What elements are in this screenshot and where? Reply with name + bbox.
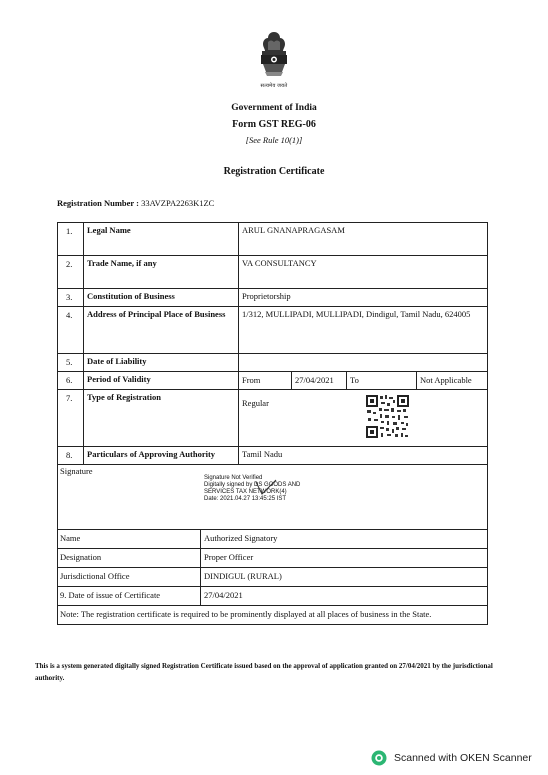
qr-code-icon xyxy=(365,394,410,439)
registration-number-value: 33AVZPA2263K1ZC xyxy=(141,198,215,208)
signature-date: Date: 2021.04.27 13:45:25 IST xyxy=(204,496,287,502)
signature-block xyxy=(58,464,487,530)
row-value: ARUL GNANAPRAGASAM xyxy=(242,225,345,235)
row-number: 2. xyxy=(58,256,84,288)
validity-from-label: From xyxy=(239,372,292,389)
row-label: Trade Name, if any xyxy=(84,256,239,288)
signature-signer-org: SERVICES TAX NETWORK(4) xyxy=(204,489,287,495)
row-label: Jurisdictional Office xyxy=(58,568,201,586)
row-number: 5. xyxy=(58,354,84,371)
certificate-title: Registration Certificate xyxy=(223,166,325,177)
row-label: Name xyxy=(58,530,201,548)
registration-number xyxy=(57,198,214,208)
row-value: Proper Officer xyxy=(204,552,254,562)
row-value: Tamil Nadu xyxy=(242,449,283,459)
ashoka-emblem-icon xyxy=(254,30,294,86)
scanner-watermark-text: Scanned with OKEN Scanner xyxy=(394,752,532,764)
form-title: Form GST REG-06 xyxy=(232,119,316,130)
rule-reference: [See Rule 10(1)] xyxy=(245,135,303,145)
signature-table xyxy=(57,464,488,625)
row-label: Particulars of Approving Authority xyxy=(84,447,239,464)
row-number: 8. xyxy=(58,447,84,464)
row-label: Constitution of Business xyxy=(84,289,239,306)
signature-signer: Digitally signed by DS GOODS AND xyxy=(204,482,301,488)
table-row xyxy=(58,372,487,390)
row-number: 4. xyxy=(58,307,84,353)
scanner-watermark xyxy=(371,750,532,766)
signature-label: Signature xyxy=(60,466,93,476)
validity-cells xyxy=(239,372,487,389)
row-value: VA CONSULTANCY xyxy=(242,258,317,268)
row-value xyxy=(239,354,487,371)
row-number: 1. xyxy=(58,223,84,255)
row-label: Period of Validity xyxy=(84,372,239,389)
row-label: Legal Name xyxy=(84,223,239,255)
table-row xyxy=(58,549,487,568)
display-note: Note: The registration certificate is required to be prominently displayed at all places of business in the State. xyxy=(60,609,432,619)
table-row xyxy=(58,354,487,372)
details-table xyxy=(57,222,488,465)
validity-to-label: To xyxy=(347,372,417,389)
validity-to-value: Not Applicable xyxy=(420,375,472,385)
emblem-caption: सत्यमेव जयते xyxy=(260,84,288,89)
row-number: 3. xyxy=(58,289,84,306)
row-value: 1/312, MULLIPADI, MULLIPADI, Dindigul, Tamil Nadu, 624005 xyxy=(242,309,471,319)
table-row xyxy=(58,587,487,606)
row-label: Designation xyxy=(58,549,201,567)
row-value: Regular xyxy=(242,398,269,408)
table-row xyxy=(58,447,487,464)
validity-from-value: 27/04/2021 xyxy=(292,372,347,389)
row-label: Address of Principal Place of Business xyxy=(84,307,239,353)
table-row xyxy=(58,289,487,307)
row-value: DINDIGUL (RURAL) xyxy=(204,571,282,581)
row-label: Date of Liability xyxy=(84,354,239,371)
signature-status: Signature Not Verified xyxy=(204,475,263,481)
table-row xyxy=(58,390,487,447)
row-value: 27/04/2021 xyxy=(204,590,243,600)
table-row xyxy=(58,530,487,549)
row-number: 6. xyxy=(58,372,84,389)
table-row xyxy=(58,307,487,354)
row-value: Proprietorship xyxy=(242,291,291,301)
table-row xyxy=(58,223,487,256)
table-row xyxy=(58,256,487,289)
oken-scanner-icon xyxy=(371,750,387,766)
row-label: Type of Registration xyxy=(84,390,239,446)
government-title: Government of India xyxy=(231,103,317,113)
row-label: 9. Date of issue of Certificate xyxy=(58,587,201,605)
registration-number-label: Registration Number : xyxy=(57,198,139,208)
row-value: Authorized Signatory xyxy=(204,533,278,543)
signature-check-icon xyxy=(250,478,280,502)
table-row xyxy=(58,568,487,587)
footer-statement: This is a system generated digitally signed Registration Certificate issued based on the approval of application granted on 27/04/2021 by the jurisdictional authority. xyxy=(35,662,493,682)
row-number: 7. xyxy=(58,390,84,446)
